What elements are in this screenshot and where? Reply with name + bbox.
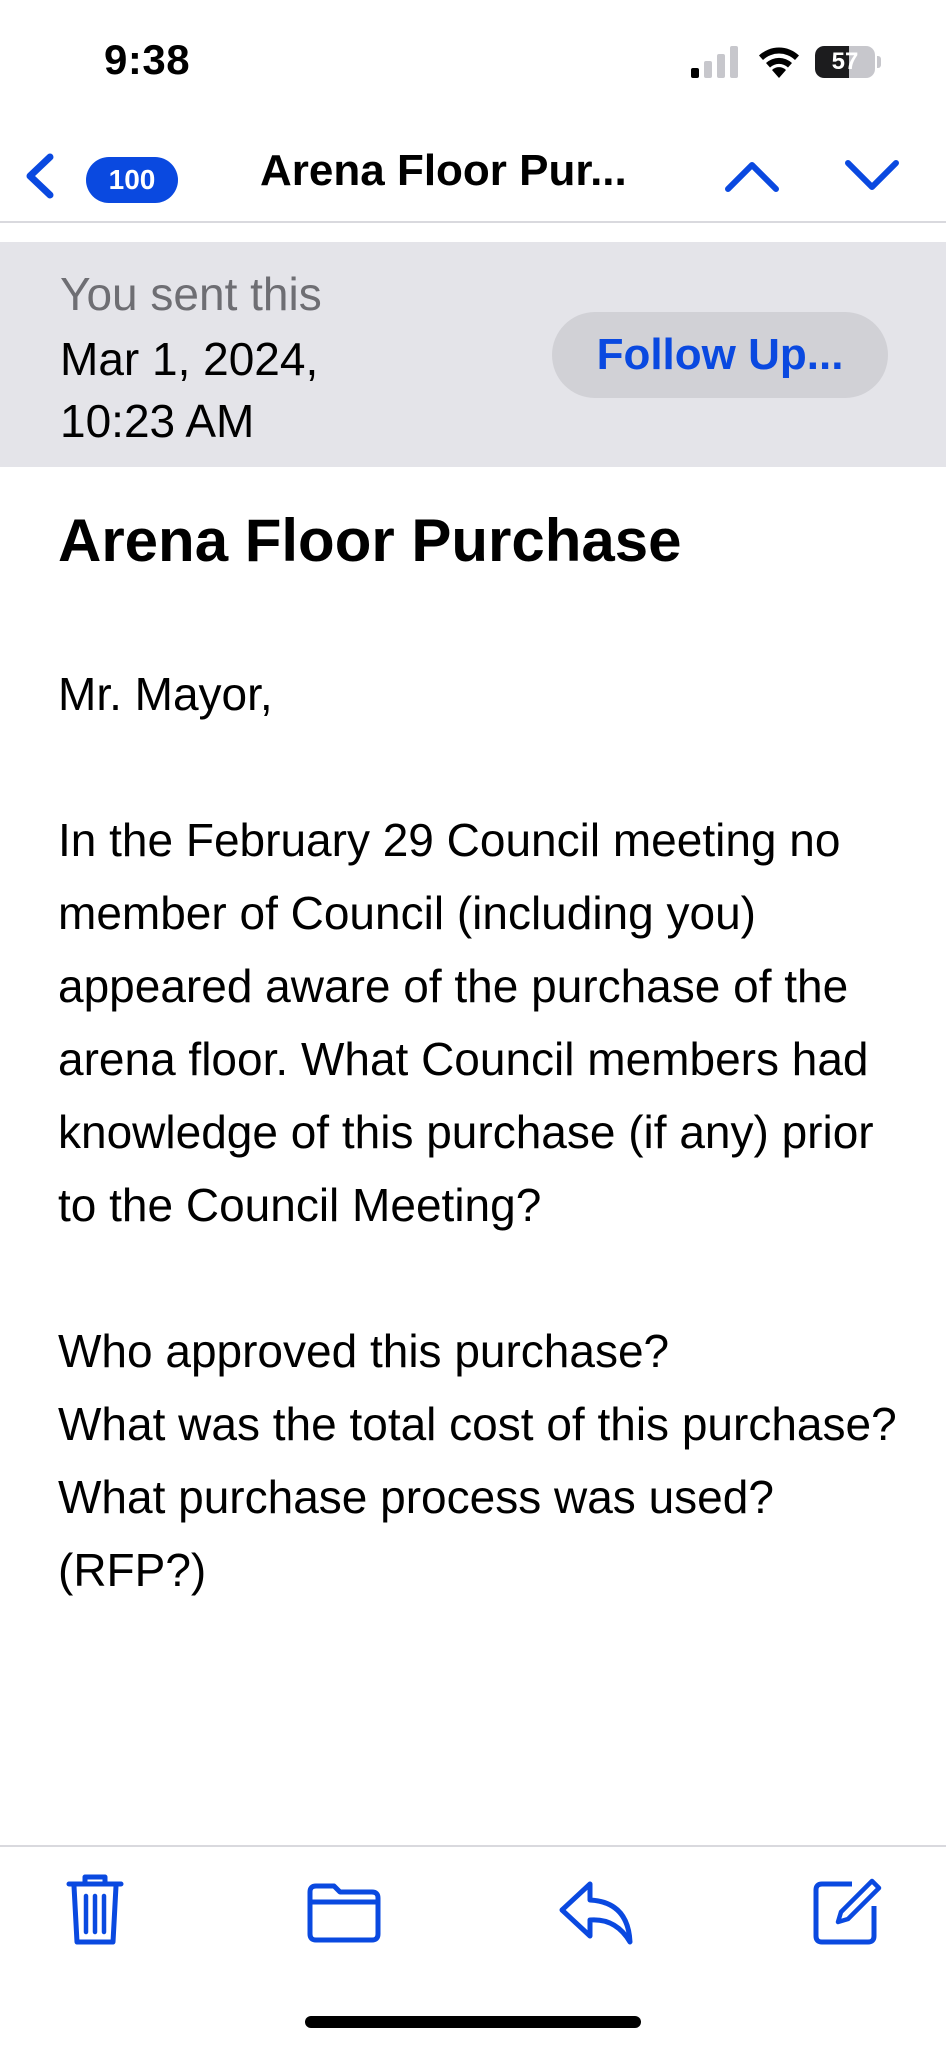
sent-date-line-2: 10:23 AM <box>60 395 255 447</box>
wifi-icon <box>758 44 800 78</box>
sent-banner <box>0 242 946 467</box>
message-body <box>58 658 898 1607</box>
chevron-left-icon <box>22 153 58 199</box>
cellular-signal-icon <box>691 46 739 78</box>
status-bar <box>0 0 946 125</box>
chevron-up-icon[interactable] <box>720 145 784 205</box>
nav-title: Arena Floor Pur... <box>260 146 627 195</box>
folder-icon[interactable] <box>304 1870 384 1950</box>
message-paragraph: In the February 29 Council meeting no member of Council (including you) appeared aware of the purchase of the arena floor. What Council members had knowledge of this purchase (if any) prior to the Council Meeting? <box>58 814 874 1231</box>
sent-label: You sent this <box>60 268 322 320</box>
unread-count-badge: 100 <box>86 157 178 203</box>
message-subject: Arena Floor Purchase <box>58 507 682 574</box>
sent-date <box>60 328 318 452</box>
nav-bar <box>0 125 946 223</box>
battery-icon <box>815 46 881 78</box>
compose-icon[interactable] <box>808 1870 888 1950</box>
home-indicator <box>305 2016 641 2028</box>
reply-icon[interactable] <box>556 1870 636 1950</box>
battery-level: 57 <box>831 48 859 75</box>
trash-icon[interactable] <box>55 1870 135 1950</box>
message-question: Who approved this purchase? <box>58 1325 670 1377</box>
message-question: What was the total cost of this purchase? <box>58 1398 897 1450</box>
chevron-down-icon[interactable] <box>840 145 904 205</box>
message-question: What purchase process was used? (RFP?) <box>58 1471 774 1596</box>
status-time: 9:38 <box>104 36 191 83</box>
message-greeting: Mr. Mayor, <box>58 668 273 720</box>
nav-divider <box>0 221 946 223</box>
back-button[interactable] <box>18 139 188 209</box>
toolbar-divider <box>0 1845 946 1847</box>
follow-up-button[interactable]: Follow Up... <box>552 312 888 398</box>
sent-date-line-1: Mar 1, 2024, <box>60 333 319 385</box>
